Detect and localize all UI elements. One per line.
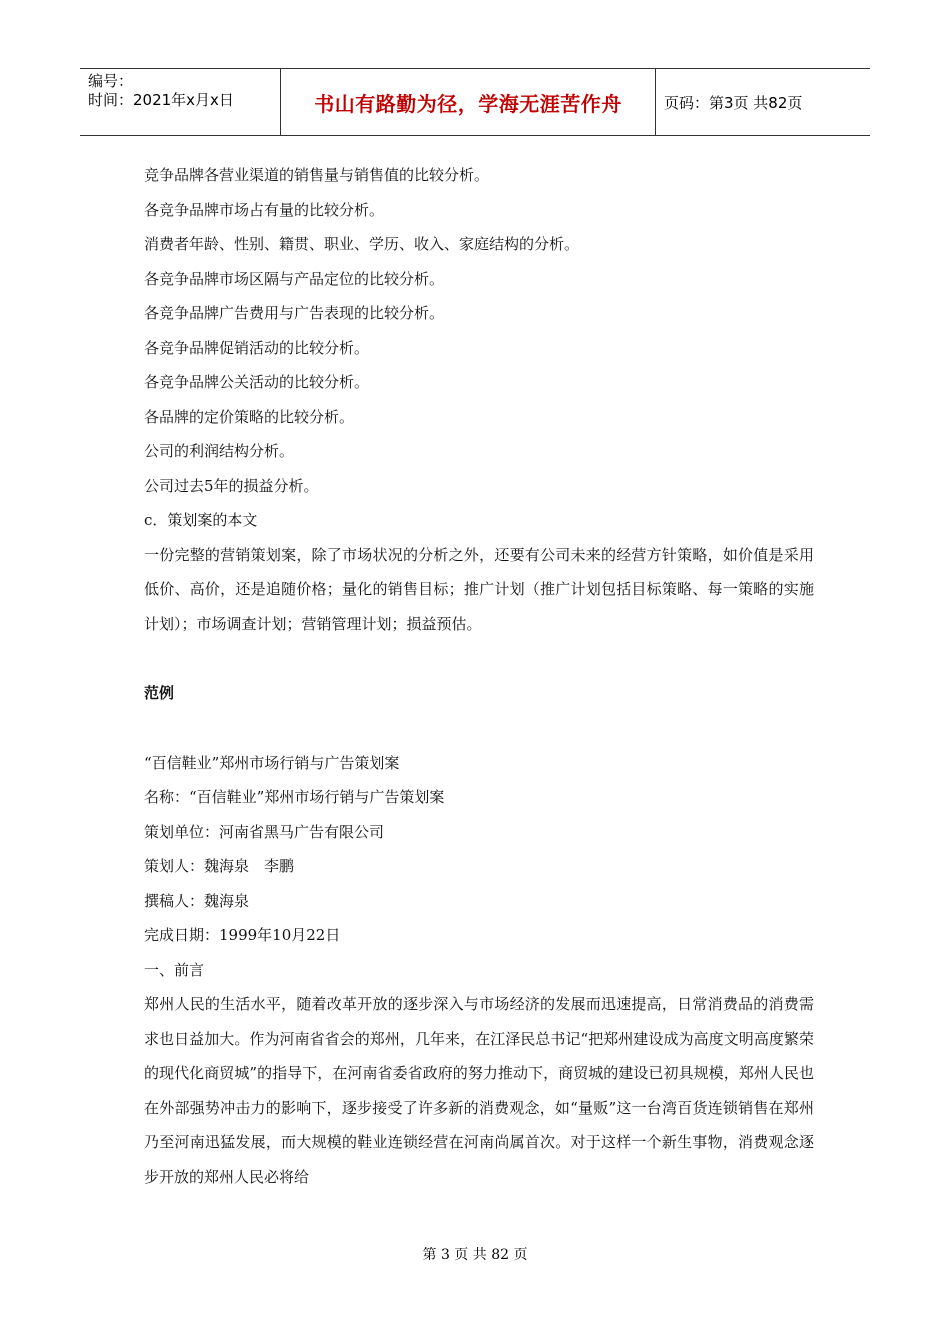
- section-label: 一、前言: [144, 960, 205, 979]
- section-label: c．策划案的本文: [144, 511, 258, 529]
- text-line: 撰稿人：魏海泉: [144, 891, 250, 910]
- text-line: 完成日期：1999年10月22日: [144, 926, 341, 944]
- page-footer: 第 3 页 共 82 页: [422, 1247, 528, 1263]
- text-line: 公司过去5年的损益分析。: [144, 476, 319, 495]
- text-line: 策划人：魏海泉 李鹏: [144, 857, 295, 875]
- text-line: 各品牌的定价策略的比较分析。: [144, 407, 355, 426]
- text-line: 公司的利润结构分析。: [144, 442, 295, 460]
- example-heading: 范例: [144, 684, 175, 702]
- text-line: 各竞争品牌广告费用与广告表现的比较分析。: [144, 304, 445, 322]
- header-page-info: 页码：第3页 共82页: [664, 93, 803, 112]
- header-meta: [80, 69, 281, 135]
- text-line: 各竞争品牌市场占有量的比较分析。: [144, 200, 385, 219]
- text-line: 各竞争品牌促销活动的比较分析。: [144, 338, 370, 357]
- page-header: [80, 68, 870, 136]
- text-line: 竞争品牌各营业渠道的销售量与销售值的比较分析。: [144, 166, 490, 184]
- text-line: 名称：“百信鞋业”郑州市场行销与广告策划案: [144, 788, 445, 806]
- header-motto: 书山有路勤为径，学海无涯苦作舟: [281, 69, 656, 135]
- number-label: 编号：: [88, 72, 134, 90]
- text-line: 各竞争品牌市场区隔与产品定位的比较分析。: [144, 269, 445, 288]
- spacer: [144, 711, 814, 746]
- plan-paragraph: 一份完整的营销策划案，除了市场状况的分析之外，还要有公司未来的经营方针策略，如价值是采用低价、高价，还是追随价格；量化的销售目标；推广计划（推广计划包括目标策略、每一策略的实施计划）；市场调查计划；营销管理计划；损益预估。: [144, 545, 814, 633]
- document-body: [144, 158, 814, 1194]
- text-line: 策划单位：河南省黑马广告有限公司: [144, 822, 385, 841]
- time-label: 时间：2021年x月x日: [88, 91, 234, 109]
- text-line: 消费者年龄、性别、籍贯、职业、学历、收入、家庭结构的分析。: [144, 235, 580, 253]
- example-title: “百信鞋业”郑州市场行销与广告策划案: [144, 753, 400, 772]
- text-line: 各竞争品牌公关活动的比较分析。: [144, 373, 370, 391]
- intro-paragraph: 郑州人民的生活水平，随着改革开放的逐步深入与市场经济的发展而迅速提高，日常消费品的消费需求也日益加大。作为河南省省会的郑州，几年来，在江泽民总书记“把郑州建设成为高度文明高度繁荣的现代化商贸城”的指导下，在河南省委省政府的努力推动下，商贸城的建设已初具规模，郑州人民也在外部强势冲击力的影响下，逐步接受了许多新的消费观念，如“量贩”这一台湾百货连锁销售在郑州乃至河南迅猛发展，而大规模的鞋业连锁经营在河南尚属首次。对于这样一个新生事物，消费观念逐步开放的郑州人民必将给: [144, 995, 814, 1186]
- spacer: [144, 641, 814, 676]
